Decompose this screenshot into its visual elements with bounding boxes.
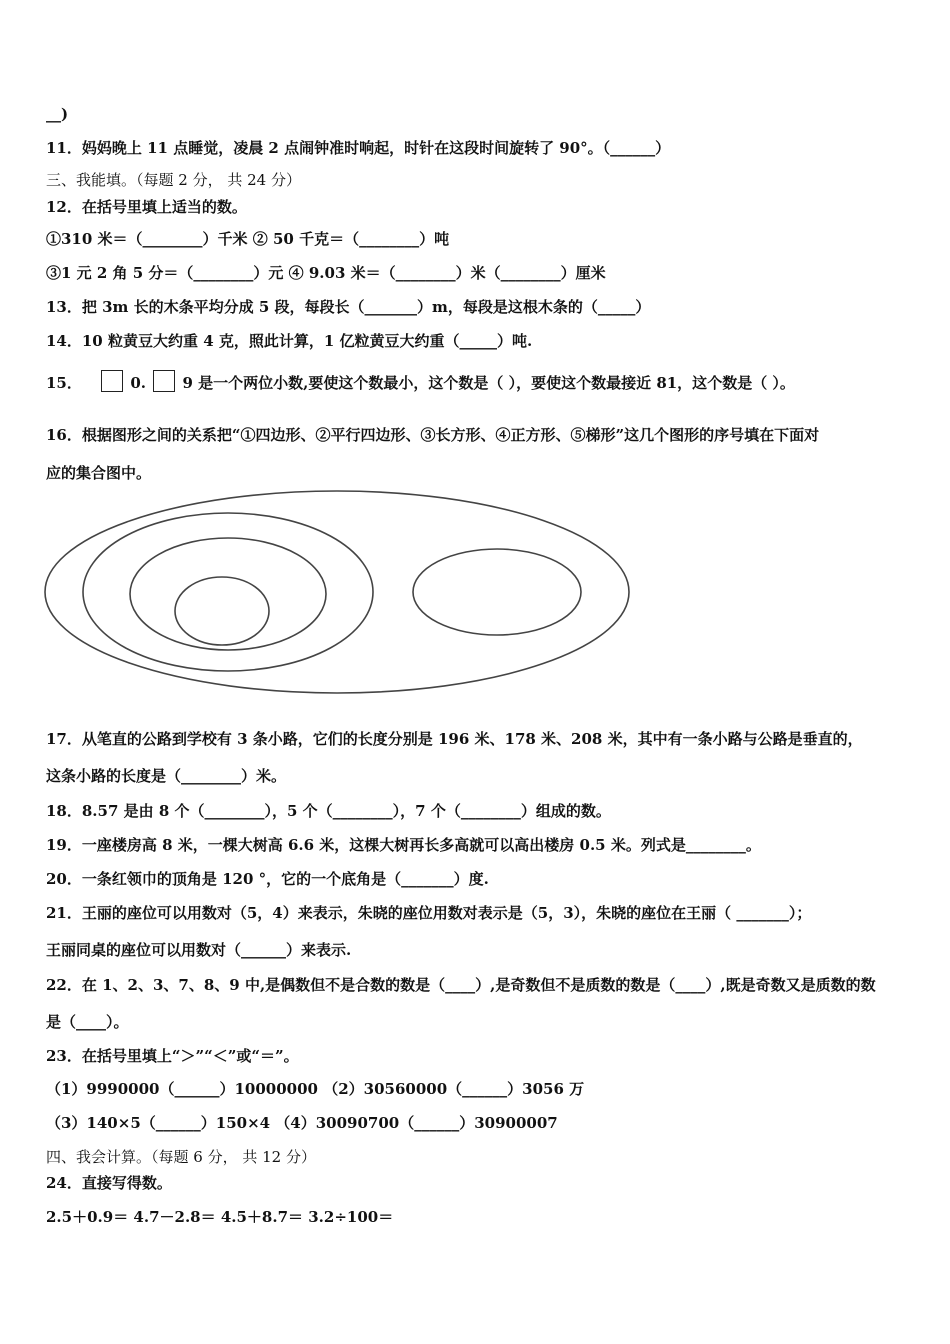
question-20: 20．一条红领巾的顶角是 120 °，它的一个底角是（_______）度. <box>46 870 489 888</box>
question-22-line-2: 是（____）。 <box>46 1013 129 1031</box>
question-13: 13．把 3m 长的木条平均分成 5 段，每段长（_______）m，每段是这根木条的（_____） <box>46 298 651 316</box>
question-19: 19．一座楼房高 8 米，一棵大树高 6.6 米，这棵大树再长多高就可以高出楼房 0.5 米。列式是________。 <box>46 836 761 854</box>
set-outer-ellipse <box>45 491 629 693</box>
fragment-line: __) <box>46 105 69 123</box>
question-22-line-1: 22．在 1、2、3、7、8、9 中,是偶数但不是合数的数是（____）,是奇数但不是质数的数是（____）,既是奇数又是质数的数 <box>46 976 876 994</box>
question-23: 23．在括号里填上“＞”“＜”或“＝”。 <box>46 1047 299 1065</box>
question-23-row-1: （1）9990000（______）10000000 （2）30560000（______）3056 万 <box>46 1080 585 1098</box>
question-12: 12．在括号里填上适当的数。 <box>46 198 247 216</box>
question-15-number: 15． <box>46 374 82 392</box>
section-4-title: 四、我会计算。（每题 6 分， 共 12 分） <box>46 1148 316 1166</box>
question-24-calculations: 2.5＋0.9＝ 4.7－2.8＝ 4.5＋8.7＝ 3.2÷100＝ <box>46 1208 394 1226</box>
question-24: 24．直接写得数。 <box>46 1174 172 1192</box>
set-second-ellipse <box>83 513 373 671</box>
set-right-ellipse <box>413 549 581 635</box>
question-11: 11．妈妈晚上 11 点睡觉，凌晨 2 点闹钟准时响起，时针在这段时间旋转了 90°。（______） <box>46 139 671 157</box>
question-15-decimal: 0. <box>130 374 147 392</box>
set-inner-ellipse <box>175 577 269 645</box>
question-21-line-1: 21．王丽的座位可以用数对（5，4）来表示，朱晓的座位用数对表示是（5，3），朱晓的座位在王丽（ _______）； <box>46 904 812 922</box>
question-14: 14．10 粒黄豆大约重 4 克，照此计算，1 亿粒黄豆大约重（_____）吨. <box>46 332 533 350</box>
question-12-row-1: ①310 米＝（________）千米 ② 50 千克＝（________）吨 <box>46 230 450 248</box>
question-23-row-2: （3）140×5（______）150×4 （4）30090700（______）30900007 <box>46 1114 558 1132</box>
question-17-line-2: 这条小路的长度是（________）米。 <box>46 767 287 785</box>
question-18: 18．8.57 是由 8 个（________），5 个（________），7 个（________）组成的数。 <box>46 802 611 820</box>
question-12-row-2: ③1 元 2 角 5 分＝（________）元 ④ 9.03 米＝（________）米（________）厘米 <box>46 264 606 282</box>
question-15-text: 9 是一个两位小数,要使这个数最小，这个数是（ ），要使这个数最接近 81，这个数是（ ）。 <box>182 374 795 392</box>
question-17-line-1: 17．从笔直的公路到学校有 3 条小路，它们的长度分别是 196 米、178 米、208 米，其中有一条小路与公路是垂直的， <box>46 730 863 748</box>
question-21-line-2: 王丽同桌的座位可以用数对（______）来表示. <box>46 941 352 959</box>
section-3-title: 三、我能填。（每题 2 分， 共 24 分） <box>46 171 301 189</box>
set-third-ellipse <box>130 538 326 650</box>
question-16-line-2: 应的集合图中。 <box>46 464 152 482</box>
question-16-line-1: 16．根据图形之间的关系把“①四边形、②平行四边形、③长方形、④正方形、⑤梯形”这几个图形的序号填在下面对 <box>46 426 820 444</box>
